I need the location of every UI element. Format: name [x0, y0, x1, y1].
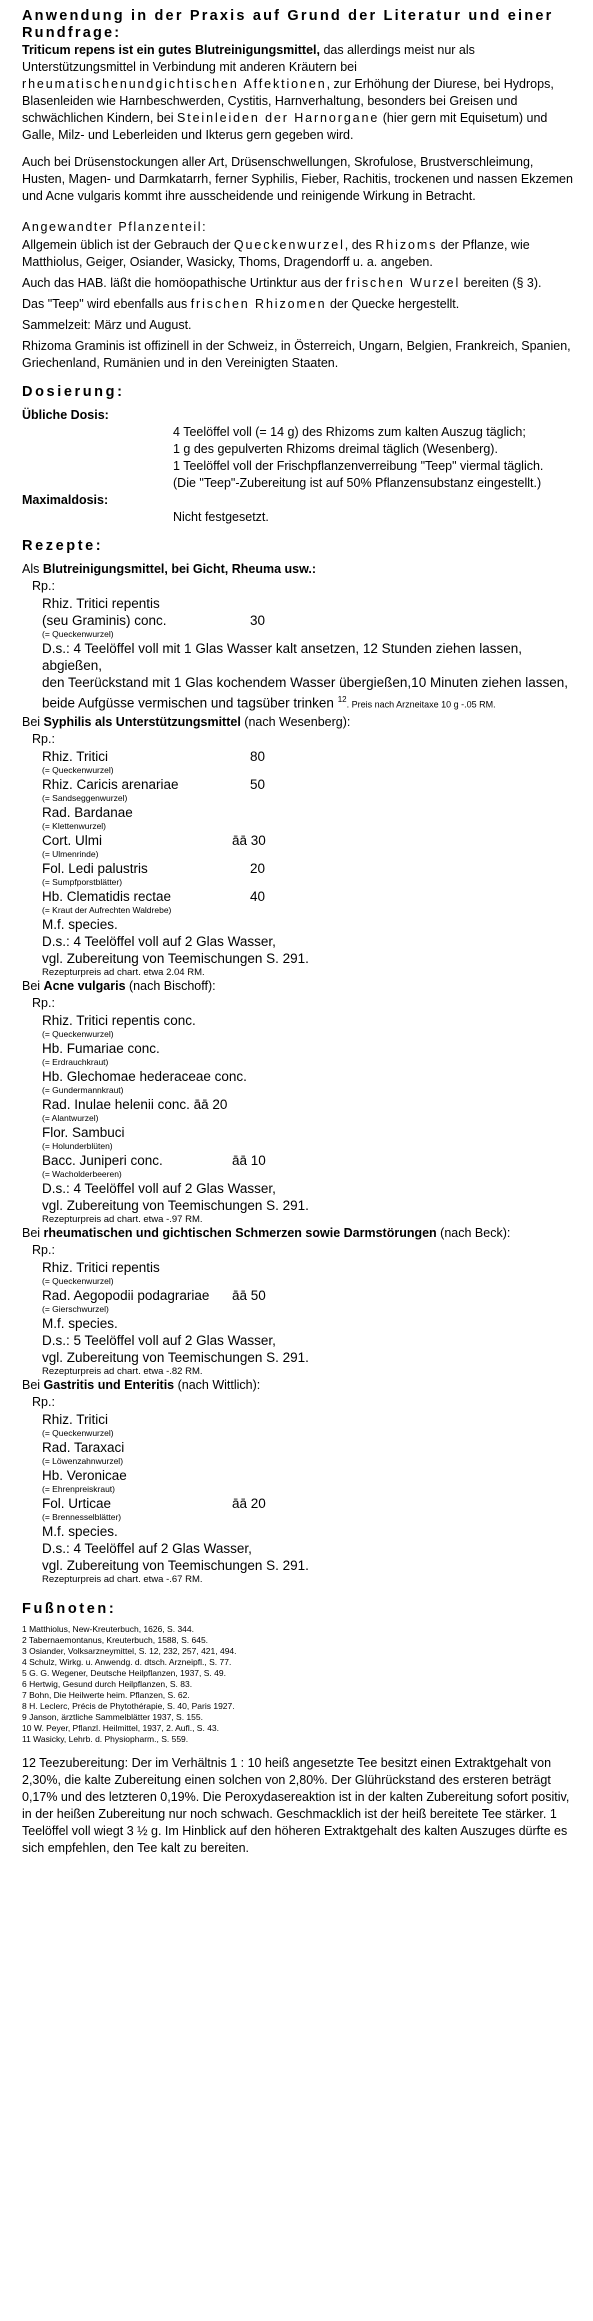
rp-label: Rp.: [32, 995, 55, 1010]
max-dose-value: Nicht festgesetzt. [173, 510, 269, 524]
plant-text: der Pflanze, wie Matthiolus, Geiger, Osiander, Wasicky, Thoms, Dragendorff u. a. angeben. [22, 238, 530, 269]
ingredient-german-name: (= Sandseggenwurzel) [42, 792, 128, 803]
directions-line: D.s.: 4 Teelöffel voll mit 1 Glas Wasser kalt ansetzen, 12 Stunden ziehen lassen, abgießen, [42, 641, 523, 673]
plant-text: Das "Teep" wird ebenfalls aus [22, 297, 191, 311]
ingredient-german-name: (= Gierschwurzel) [42, 1303, 109, 1314]
directions-line: vgl. Zubereitung von Teemischungen S. 291. [42, 1557, 309, 1573]
ingredient-amount: 40 [250, 888, 266, 904]
directions-line: den Teerückstand mit 1 Glas kochendem Wasser übergießen,10 Minuten ziehen lassen, [42, 675, 569, 690]
ingredient-german-name: (= Alantwurzel) [42, 1112, 99, 1123]
dose-line: (Die "Teep"-Zubereitung ist auf 50% Pflanzensubstanz eingestellt.) [173, 476, 542, 490]
footnote: 8 H. Leclerc, Précis de Phytothérapie, S. 40, Paris 1927. [22, 1700, 235, 1711]
plant-paragraph-3 [22, 296, 577, 313]
intro-bold: Triticum repens ist ein gutes Blutreinigungsmittel, [22, 43, 320, 57]
mixing-instruction: M.f. species. [42, 1523, 118, 1539]
ingredient-row: Rhiz. Caricis arenariae 50 [42, 776, 266, 792]
plant-text: bereiten (§ 3). [460, 276, 542, 290]
recipe-indication: Blutreinigungsmittel, bei Gicht, Rheuma usw.: [42, 562, 317, 576]
recipe-price: Rezepturpreis ad chart. etwa -.82 RM. [42, 1365, 203, 1377]
ingredient-amount: āā 50 [232, 1287, 266, 1303]
intro-spaced: rheumatischenundgichtischen Affektionen [22, 77, 327, 91]
recipe-indication: Gastritis und Enteritis [43, 1377, 175, 1392]
ingredient-row: Rad. Taraxaci [42, 1439, 125, 1455]
usual-dose-values [22, 424, 577, 492]
ingredient-german-name: (= Queckenwurzel) [42, 629, 114, 639]
intro-text: das allerdings meist nur als Unterstützungsmittel in Verbindung mit anderen Kräutern bei [22, 43, 475, 74]
max-dose-row [22, 492, 577, 509]
ingredient-german-name: (= Brennesselblätter) [42, 1511, 122, 1522]
ingredient-row: Hb. Glechomae hederaceae conc. [42, 1068, 247, 1084]
mixing-instruction: M.f. species. [42, 916, 118, 932]
usual-dose-row [22, 407, 577, 424]
plant-spaced: frischen Wurzel [345, 276, 461, 290]
mixing-instruction: M.f. species. [42, 1315, 118, 1331]
ingredient-german-name: (= Ehrenpreiskraut) [42, 1483, 115, 1494]
rezepte-heading: Rezepte: [22, 538, 104, 554]
intro-text: (hier gern mit Equisetum) und Galle, Milz- und Leberleiden und Ikterus gern gegeben wird. [22, 111, 548, 142]
directions-line: vgl. Zubereitung von Teemischungen S. 291. [42, 1349, 309, 1365]
ingredient-row: Hb. Veronicae [42, 1467, 127, 1483]
ingredient-row: Cort. Ulmi āā 30 [42, 832, 266, 848]
footnote: 3 Osiander, Volksarzneymittel, S. 12, 232, 257, 421, 494. [22, 1645, 237, 1656]
footnote: 6 Hertwig, Gesund durch Heilpflanzen, S. 83. [22, 1678, 193, 1689]
recipe-price: Rezepturpreis ad chart. etwa -.97 RM. [42, 1213, 203, 1225]
ingredient-row: Rad. Aegopodii podagrariae āā 50 [42, 1287, 266, 1303]
footnote-12: 12 Teezubereitung: Der im Verhältnis 1 : 10 heiß angesetzte Tee besitzt einen Extraktgehalt von 2,30%, die kalte Zubereitung einen solchen von 2,80%. Der Glührückstand des ersteren beträgt 0,17% und des letzteren 0,19%. Die Peroxydasereaktion ist in der kalten Zubereitung sofort positiv, in der heißen Zubereitung nur noch schwach. Geschmacklich ist der heiß bereitete Tee stärker. 1 Teelöffel voll wiegt 3 ½ g. Im Hinblick auf den höheren Extraktgehalt des kalten Auszuges dürfte es sich empfehlen, den Tee kalt zu bereiten. [22, 1755, 570, 1855]
recipe-3-intro: Bei Acne vulgaris (nach Bischoff): [22, 978, 216, 993]
ingredient-amount: 30 [250, 613, 266, 628]
directions-line: D.s.: 4 Teelöffel auf 2 Glas Wasser, [42, 1540, 252, 1556]
page-title: Anwendung in der Praxis auf Grund der Literatur und einer Rundfrage: [22, 8, 554, 41]
plant-paragraph-4: Sammelzeit: März und August. [22, 318, 192, 332]
rp-label: Rp.: [32, 731, 55, 746]
ingredient-german-name: (= Kraut der Aufrechten Waldrebe) [42, 904, 172, 915]
ingredient-german-name: (= Erdrauchkraut) [42, 1056, 109, 1067]
ingredient-amount: āā 10 [232, 1152, 266, 1168]
rp-label: Rp.: [32, 1394, 55, 1409]
ingredient-name: Rhiz. Tritici repentis [42, 596, 160, 611]
plant-paragraph-1 [22, 237, 577, 271]
ingredient-german-name: (= Queckenwurzel) [42, 764, 114, 775]
recipe-price: Rezepturpreis ad chart. etwa -.67 RM. [42, 1573, 203, 1585]
footnote: 5 G. G. Wegener, Deutsche Heilpflanzen, 1937, S. 49. [22, 1667, 226, 1678]
ingredient-row: Rhiz. Tritici 80 [42, 748, 266, 764]
ingredient-german-name: (= Queckenwurzel) [42, 1028, 114, 1039]
footnote-list [22, 1624, 577, 1745]
ingredient-row: Fol. Urticae āā 20 [42, 1495, 266, 1511]
recipe-price: . Preis nach Arzneitaxe 10 g -.05 RM. [346, 699, 496, 710]
ingredient-german-name: (= Ulmenrinde) [42, 848, 99, 859]
ingredient-row: Rhiz. Tritici repentis [42, 1259, 160, 1275]
ingredient-row: Hb. Fumariae conc. [42, 1040, 160, 1056]
footnote: 1 Matthiolus, New-Kreuterbuch, 1626, S. 344. [22, 1623, 194, 1634]
directions-line: D.s.: 5 Teelöffel voll auf 2 Glas Wasser, [42, 1332, 276, 1348]
ingredient-row: Hb. Clematidis rectae 40 [42, 888, 266, 904]
intro-paragraph-1 [22, 42, 577, 144]
rp-label: Rp.: [32, 579, 55, 593]
plant-text: Allgemein üblich ist der Gebrauch der [22, 238, 234, 252]
ingredient-german-name: (= Holunderblüten) [42, 1140, 113, 1151]
ingredient-amount: 20 [250, 860, 266, 876]
intro-text: , zur Erhöhung der Diurese, bei Hydrops, Blasenleiden wie Harnbeschwerden, Cystitis, Harnverhaltung, besonders bei Greisen und schwächlichen Kindern, bei [22, 77, 554, 125]
directions-line: D.s.: 4 Teelöffel voll auf 2 Glas Wasser, [42, 1180, 276, 1196]
plant-spaced: Queckenwurzel [233, 238, 345, 252]
ingredient-row: Bacc. Juniperi conc. āā 10 [42, 1152, 266, 1168]
ingredient-row: (seu Graminis) conc. 30 [42, 613, 266, 628]
footnote: 10 W. Peyer, Pflanzl. Heilmittel, 1937, 2. Aufl., S. 43. [22, 1722, 220, 1733]
plant-text: Auch das HAB. läßt die homöopathische Urtinktur aus der [22, 276, 346, 290]
ingredient-german-name: (= Wacholderbeeren) [42, 1168, 122, 1179]
ingredient-amount: 80 [250, 748, 266, 764]
ingredient-row: Rhiz. Tritici repentis conc. [42, 1012, 196, 1028]
plant-spaced: frischen Rhizomen [190, 297, 327, 311]
max-dose-values [22, 509, 577, 526]
plant-part-heading: Angewandter Pflanzenteil: [22, 220, 208, 234]
plant-text: , des [344, 238, 376, 252]
plant-spaced: Rhizoms [375, 238, 438, 252]
ingredient-row: Rhiz. Tritici [42, 1411, 109, 1427]
directions-line: vgl. Zubereitung von Teemischungen S. 291. [42, 950, 309, 966]
footnote: 7 Bohn, Die Heilwerte heim. Pflanzen, S. 62. [22, 1689, 190, 1700]
directions-line: vgl. Zubereitung von Teemischungen S. 291. [42, 1197, 309, 1213]
recipe-indication: Syphilis als Unterstützungsmittel [43, 714, 241, 729]
recipe-4-intro: Bei rheumatischen und gichtischen Schmerzen sowie Darmstörungen (nach Beck): [22, 1225, 511, 1240]
recipe-1-intro: Als Blutreinigungsmittel, bei Gicht, Rheuma usw.: [22, 562, 317, 576]
footnote-ref: 12 [337, 695, 347, 704]
plant-paragraph-2 [22, 275, 577, 292]
rp-label: Rp.: [32, 1242, 55, 1257]
ingredient-german-name: (= Löwenzahnwurzel) [42, 1455, 124, 1466]
ingredient-amount: 50 [250, 776, 266, 792]
max-dose-label: Maximaldosis: [22, 493, 109, 507]
recipe-5-intro: Bei Gastritis und Enteritis (nach Wittlich): [22, 1377, 261, 1392]
ingredient-german-name: (= Queckenwurzel) [42, 1275, 114, 1286]
ingredient-amount: āā 30 [232, 832, 266, 848]
ingredient-german-name: (= Queckenwurzel) [42, 1427, 114, 1438]
plant-text: der Quecke hergestellt. [326, 297, 460, 311]
ingredient-row: Rad. Inulae helenii conc. āā 20 [42, 1096, 228, 1112]
footnote: 11 Wasicky, Lehrb. d. Physiopharm., S. 559. [22, 1733, 189, 1744]
footnote: 9 Janson, ärztliche Sammelblätter 1937, S. 155. [22, 1711, 203, 1722]
ingredient-german-name: (= Gundermannkraut) [42, 1084, 124, 1095]
ingredient-row: Flor. Sambuci [42, 1124, 125, 1140]
dose-line: 1 g des gepulverten Rhizoms dreimal täglich (Wesenberg). [173, 442, 498, 456]
dose-line: 4 Teelöffel voll (= 14 g) des Rhizoms zum kalten Auszug täglich; [173, 425, 526, 439]
intro-spaced: Steinleiden der Harnorgane [176, 111, 380, 125]
ingredient-row: Fol. Ledi palustris 20 [42, 860, 266, 876]
dosierung-heading: Dosierung: [22, 384, 125, 400]
intro-paragraph-2: Auch bei Drüsenstockungen aller Art, Drüsenschwellungen, Skrofulose, Brustverschleimung, Husten, Magen- und Darmkatarrh, ferner Syphilis, Fieber, Rachitis, trockenen und nassen Ekzemen und Acne vulgaris kommt ihre ausscheidende und reinigende Wirkung in Betracht. [22, 155, 573, 203]
footnotes-heading: Fußnoten: [22, 1600, 117, 1617]
recipe-indication: Acne vulgaris [43, 978, 126, 993]
usual-dose-label: Übliche Dosis: [22, 408, 109, 422]
ingredient-row: Rad. Bardanae [42, 804, 133, 820]
directions-line: beide Aufgüsse vermischen und tagsüber trinken $^{12}$. Preis nach Arzneitaxe 10 g -.05 RM. [42, 695, 496, 711]
plant-paragraph-5: Rhizoma Graminis ist offizinell in der Schweiz, in Österreich, Ungarn, Belgien, Frankreich, Spanien, Griechenland, Rumänien und in den Vereinigten Staaten. [22, 339, 571, 370]
ingredient-german-name: (= Klettenwurzel) [42, 820, 107, 831]
directions-line: D.s.: 4 Teelöffel voll auf 2 Glas Wasser, [42, 933, 276, 949]
recipe-price: Rezepturpreis ad chart. etwa 2.04 RM. [42, 966, 205, 978]
footnote: 2 Tabernaemontanus, Kreuterbuch, 1588, S. 645. [22, 1634, 209, 1645]
recipe-2-intro: Bei Syphilis als Unterstützungsmittel (nach Wesenberg): [22, 714, 351, 729]
ingredient-german-name: (= Sumpfporstblätter) [42, 876, 123, 887]
footnote: 4 Schulz, Wirkg. u. Anwendg. d. dtsch. Arzneipfl., S. 77. [22, 1656, 232, 1667]
ingredient-amount: āā 20 [232, 1495, 266, 1511]
recipe-indication: rheumatischen und gichtischen Schmerzen sowie Darmstörungen [43, 1225, 437, 1240]
dose-line: 1 Teelöffel voll der Frischpflanzenverreibung "Teep" viermal täglich. [173, 459, 544, 473]
